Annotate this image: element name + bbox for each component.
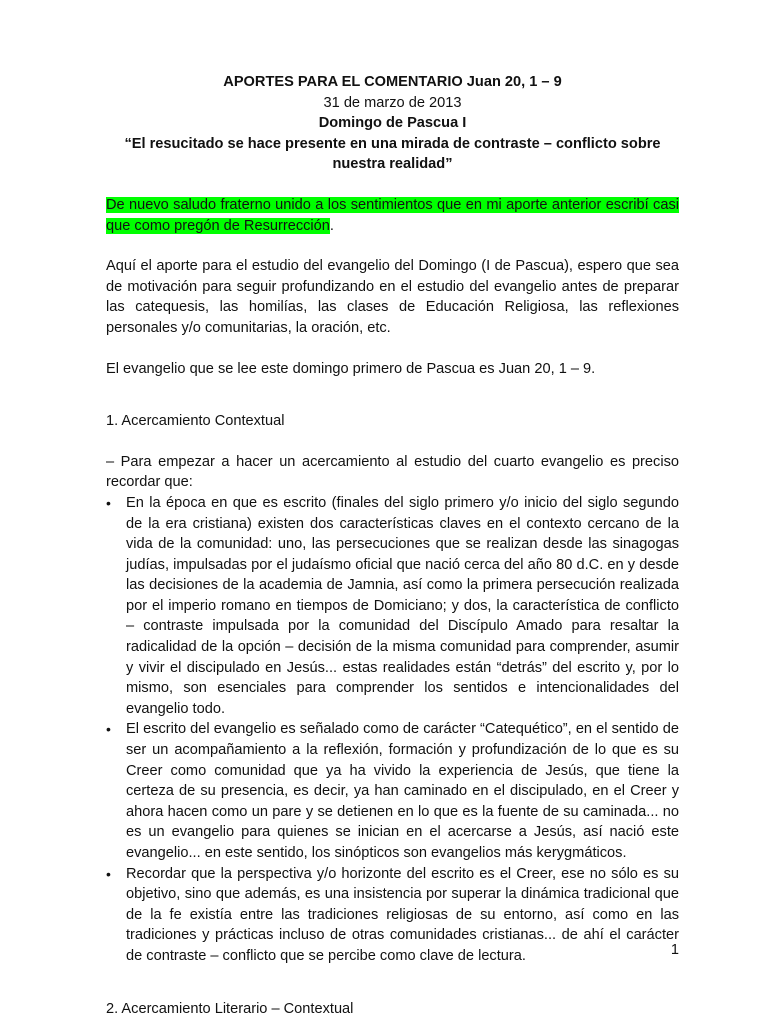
section-2-heading: 2. Acercamiento Literario – Contextual	[106, 1000, 354, 1017]
greeting-paragraph	[106, 195, 679, 236]
document-subtitle: Domingo de Pascua I	[318, 115, 467, 132]
bullet-icon: •	[106, 494, 111, 511]
bullet-icon: •	[106, 721, 111, 738]
greeting-trailing: .	[329, 217, 334, 234]
gospel-reference: El evangelio que se lee este domingo primero de Pascua es Juan 20, 1 – 9.	[106, 360, 596, 377]
document-page	[106, 72, 679, 1019]
list-item	[106, 864, 679, 967]
page-number: 1	[670, 942, 679, 958]
section-1-bullet-list	[106, 493, 679, 967]
list-item	[106, 719, 679, 863]
list-item	[106, 493, 679, 720]
section-1-heading: 1. Acercamiento Contextual	[106, 413, 285, 430]
document-quote: “El resucitado se hace presente en una mirada de contraste – conflicto sobre nuestra realidad”	[124, 135, 661, 173]
list-item-text: En la época en que es escrito (finales del siglo primero y/o inicio del siglo segundo de la era cristiana) existen dos características claves en el contexto cercano de la vida de la comunidad: uno, las persecuciones que se realizan desde las sinagogas judías, impulsadas por el judaísmo oficial que nació cerca del año 80 d.C. en y desde las decisiones de la academia de Jamnia, así como la primera persecución realizada por el imperio romano en tiempos de Domiciano; y dos, la característica de conflicto – contraste impulsada por la comunidad del Discípulo Amado para resaltar la radicalidad de la opción – decisión de la misma comunidad para comprender, asumir y vivir el discipulado en Jesús... estas realidades están “detrás” del escrito y, por lo mismo, son esenciales para comprender los sentidos e intencionalidades del evangelio todo.	[126, 494, 679, 717]
list-item-text: Recordar que la perspectiva y/o horizonte del escrito es el Creer, ese no sólo es su objetivo, sino que además, es una insistencia por superar la dinámica tradicional que de la fe existía entre las tradiciones religiosas de su entorno, así como en las tradiciones y prácticas incluso de otras comunidades cristianas... de ahí el carácter de contraste – conflicto que se percibe como clave de lectura.	[126, 865, 679, 964]
list-item-text: El escrito del evangelio es señalado como de carácter “Catequético”, en el sentido de ser un acompañamiento a la reflexión, formación y profundización de lo que es su Creer como comunidad que ya ha vivido la experiencia de Jesús, que tiene la certeza de su presencia, es decir, ya han caminado en el discipulado, en el Creer y ahora hacen como un pare y se detienen en lo que es la fuente de su caminada... no es un evangelio para quienes se inician en el acercarse a Jesús, así nació este evangelio... en este sentido, los sinópticos son evangelios más kerygmáticos.	[126, 721, 679, 861]
greeting-highlight: De nuevo saludo fraterno unido a los sentimientos que en mi aporte anterior escribí casi que como pregón de Resurrección	[106, 196, 679, 234]
document-date: 31 de marzo de 2013	[323, 94, 462, 111]
section-1-lead: – Para empezar a hacer un acercamiento al estudio del cuarto evangelio es preciso recordar que:	[106, 453, 679, 491]
document-title: APORTES PARA EL COMENTARIO Juan 20, 1 – 9	[223, 74, 562, 90]
bullet-icon: •	[106, 865, 111, 882]
intro-paragraph: Aquí el aporte para el estudio del evangelio del Domingo (I de Pascua), espero que sea de motivación para seguir profundizando en el estudio del evangelio antes de preparar las catequesis, las homilías, las clases de Educación Religiosa, las reflexiones personales y/o comunitarias, la oración, etc.	[106, 258, 679, 336]
